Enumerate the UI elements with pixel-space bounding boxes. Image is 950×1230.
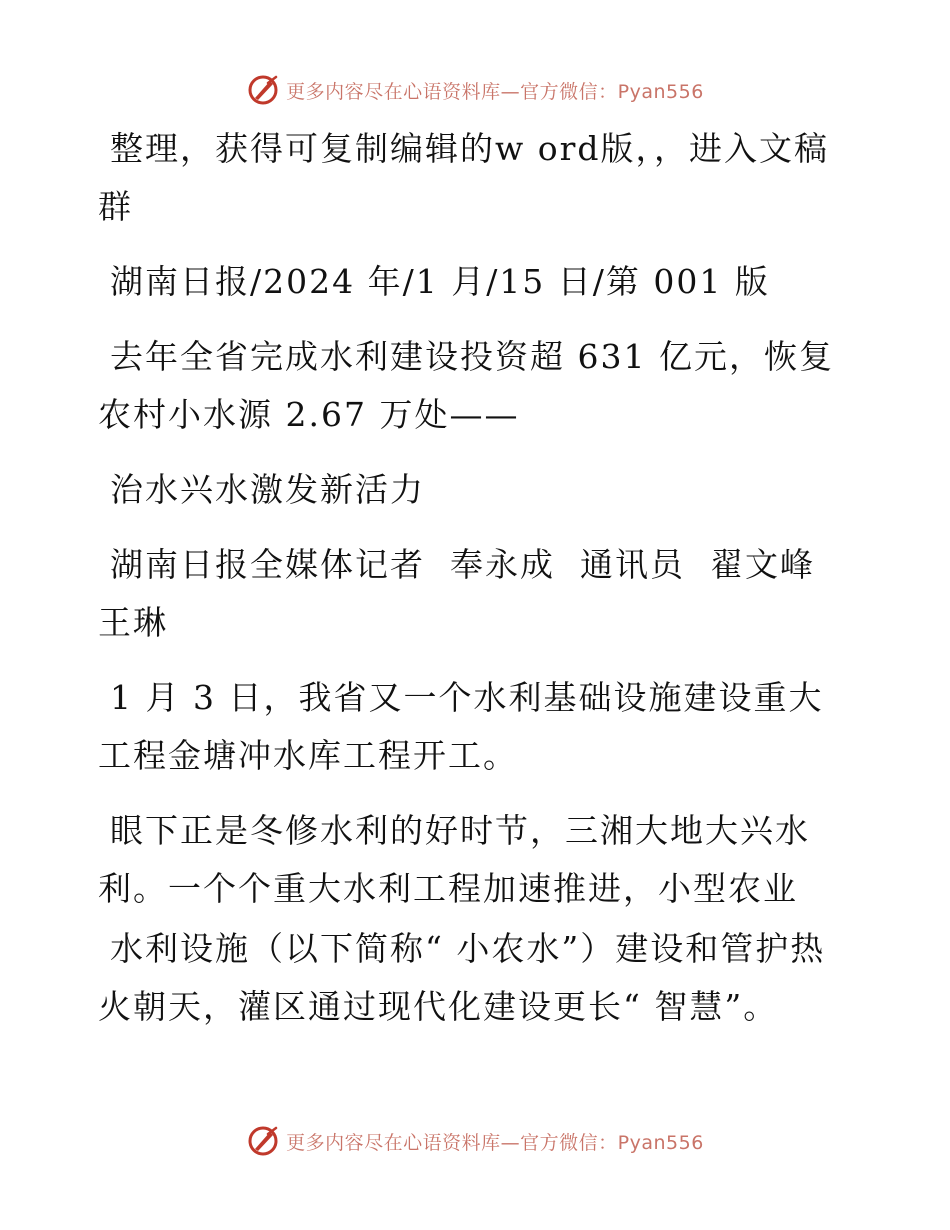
paragraph-source: 湖南日报/2024 年/1 月/15 日/第 001 版 xyxy=(110,262,770,301)
paragraph-headline: 治水兴水激发新活力 xyxy=(110,470,425,509)
paragraph-body-1: 1 月 3 日，我省又一个水利基础设施建设重大工程金塘冲水库工程开工。 xyxy=(98,678,824,775)
paragraph-intro: 整理，获得可复制编辑的w ord版，，进入文稿群 xyxy=(98,129,830,226)
paragraph-byline: 湖南日报全媒体记者 奉永成 通讯员 翟文峰 王琳 xyxy=(98,545,840,642)
paragraph-subheadline: 去年全省完成水利建设投资超 631 亿元，恢复农村小水源 2.67 万处—— xyxy=(98,337,834,434)
quill-pen-circle-icon xyxy=(246,1124,280,1158)
document-body xyxy=(98,120,858,1036)
watermark-text: 更多内容尽在心语资料库—官方微信：Pyan556 xyxy=(286,80,704,103)
paragraph-body-2: 眼下正是冬修水利的好时节，三湘大地大兴水利。一个个重大水利工程加速推进，小型农业 xyxy=(98,811,810,908)
paragraph-body-3: 水利设施（以下简称“ 小农水”）建设和管护热火朝天，灌区通过现代化建设更长“ 智慧”。 xyxy=(98,929,826,1026)
footer-watermark xyxy=(0,1121,950,1161)
quill-pen-circle-icon xyxy=(246,73,280,107)
watermark-text: 更多内容尽在心语资料库—官方微信：Pyan556 xyxy=(286,1131,704,1154)
header-watermark xyxy=(0,70,950,110)
